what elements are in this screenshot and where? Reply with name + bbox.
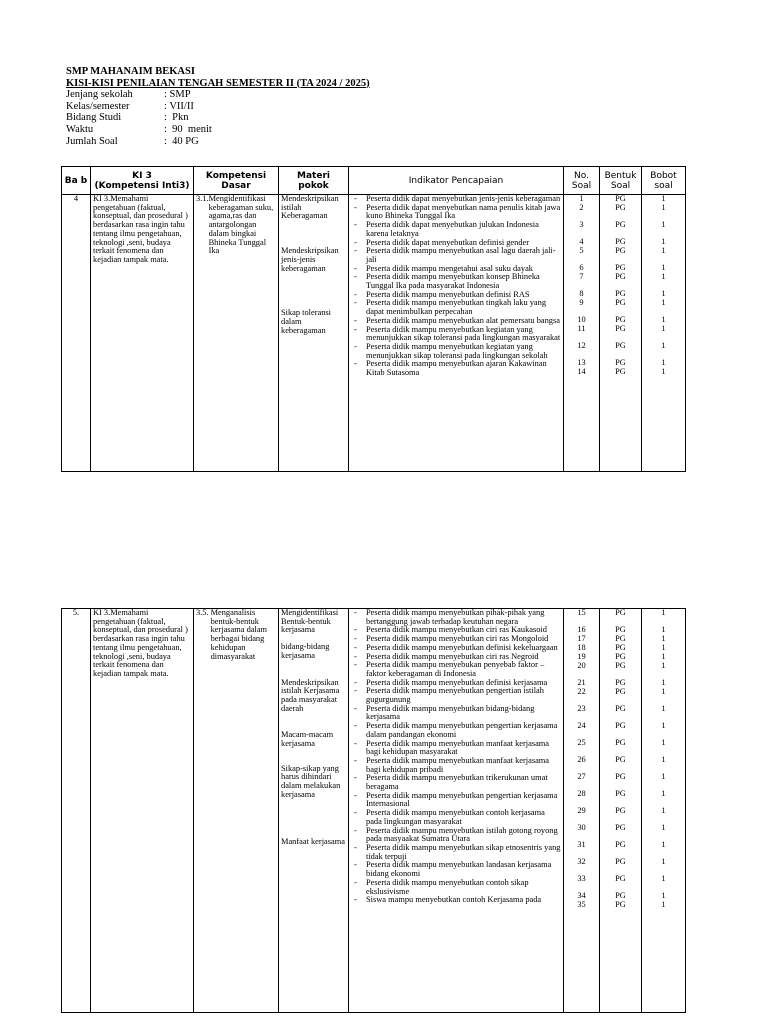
question-weight: 1: [661, 341, 666, 350]
col-header-materi: Materi pokok: [279, 167, 349, 195]
bentuk-soal-cell: [600, 195, 642, 472]
question-number: 14: [577, 367, 586, 376]
question-type: PG: [615, 721, 626, 730]
indicator-text: Peserta didik mampu menyebutkan pihak-pihak yang bertanggung jawab terhadap keutuhan negara: [366, 608, 545, 626]
question-type: PG: [615, 625, 626, 634]
question-weight: 1: [661, 755, 666, 764]
question-type: PG: [615, 643, 626, 652]
indicator-item: [351, 844, 561, 861]
indicator-item: [351, 247, 561, 264]
kd-cell: [194, 609, 279, 1013]
indicator-list: [351, 195, 561, 378]
bullet-dash: -: [354, 289, 357, 299]
question-weight: 1: [661, 823, 666, 832]
bullet-dash: -: [354, 651, 357, 661]
indicator-item: [351, 369, 561, 378]
bullet-dash: -: [354, 608, 357, 617]
question-number: 6: [579, 263, 584, 272]
question-type: PG: [615, 367, 626, 376]
indicator-text: Peserta didik mampu menyebutkan asal lagu daerah jali-jali: [366, 246, 556, 264]
indicator-item: [351, 757, 561, 774]
question-type: PG: [615, 687, 626, 696]
question-weight: 1: [661, 678, 666, 687]
materi-item: Bentuk-bentuk kerjasama: [281, 616, 331, 635]
question-type: PG: [615, 874, 626, 883]
question-type: PG: [615, 298, 626, 307]
bullet-dash: -: [354, 237, 357, 247]
bullet-dash: -: [354, 703, 357, 713]
materi-item: Mendeskripsikan istilah Keberagaman: [281, 194, 339, 221]
indicator-item: [351, 299, 561, 316]
indicator-text: Peserta didik mampu menyebutkan ciri ras Kaukasoid: [366, 625, 547, 635]
info-row-kelas: [66, 101, 370, 113]
question-weight: 1: [661, 772, 666, 781]
indicator-text: Peserta didik mampu menyebutkan ajaran Kakawinan: [366, 359, 547, 369]
question-weight: 1: [661, 900, 666, 909]
question-weight: 1: [661, 857, 666, 866]
kisi-table-2: [61, 608, 686, 1013]
question-number: 32: [577, 857, 586, 866]
question-number: 5: [579, 246, 584, 255]
materi-item: Sikap toleransi dalam keberagaman: [281, 308, 332, 335]
question-weight: 1: [661, 643, 666, 652]
document-title: KISI-KISI PENILAIAN TENGAH SEMESTER II (TA 2024 / 2025): [66, 77, 370, 89]
bullet-dash: -: [354, 324, 357, 334]
indicator-text: Peserta didik mampu menyebutkan pengertian kerjasama dalam pandangan ekonomi: [366, 721, 558, 739]
question-weight: 1: [661, 367, 666, 376]
question-weight: 1: [661, 220, 666, 229]
question-number: 12: [577, 341, 586, 350]
indicator-text: Peserta didik mampu menyebutkan bidang-bidang kerjasama: [366, 703, 535, 722]
indicator-item: [351, 273, 561, 290]
question-number: 8: [579, 289, 584, 298]
indicator-text: Peserta didik mampu menyebutkan definisi kerjasama: [366, 677, 548, 687]
question-number: 13: [577, 358, 586, 367]
question-number: 7: [579, 272, 584, 281]
question-number: 26: [577, 755, 586, 764]
indicator-text: Peserta didik mampu menyebutkan pengertian kerjasama Internasional: [366, 790, 558, 809]
bullet-dash: -: [354, 263, 357, 273]
ki-cell: KI 3.Memahami pengetahuan (faktual, konseptual, dan prosedural ) berdasarkan rasa ingin tahu tentang ilmu pengetahuan, teknologi ,seni, budaya terkait fenomena dan kejadian tampak mata.: [91, 195, 194, 472]
col-header-no: No. Soal: [564, 167, 600, 195]
indicator-text: Peserta didik mampu menyebutkan trikerukunan umat beragama: [366, 773, 548, 792]
question-number: 15: [577, 608, 586, 617]
kd-text: Mengidentifikasi keberagaman suku, agama,ras dan antargolongan dalam bingkai Bhineka Tunggal Ika: [208, 194, 274, 256]
info-value: : SMP: [164, 89, 191, 101]
question-weight: 1: [661, 652, 666, 661]
question-type: PG: [615, 246, 626, 255]
indicator-text: Peserta didik mampu menyebutkan ciri ras Mongoloid: [366, 634, 549, 644]
question-number: 25: [577, 738, 586, 747]
col-header-bobot: Bobot soal: [642, 167, 686, 195]
question-weight: 1: [661, 263, 666, 272]
materi-item: Sikap-sikap yang harus dihindari dalam melakukan kerjasama: [281, 763, 341, 799]
info-label: Jenjang sekolah: [66, 89, 133, 101]
bullet-dash: -: [354, 625, 357, 635]
bab-cell: 5.: [62, 609, 91, 1013]
indicator-text: Peserta didik mampu menyebutkan sikap etnosentris yang tidak terpuji: [366, 842, 561, 861]
info-value: : Pkn: [164, 112, 189, 124]
table-row: [62, 195, 686, 472]
question-weight: 1: [661, 704, 666, 713]
question-weight: 1: [661, 289, 666, 298]
question-weight: 1: [661, 874, 666, 883]
bullet-dash: -: [354, 808, 357, 818]
question-type: PG: [615, 789, 626, 798]
col-header-indikator: Indikator Pencapaian: [349, 167, 564, 195]
indicator-text: Peserta didik dapat menyebutkan jenis-jenis keberagaman: [366, 194, 561, 203]
question-weight: 1: [661, 661, 666, 670]
info-value: : 90 menit: [164, 123, 212, 135]
question-type: PG: [615, 634, 626, 643]
question-type: PG: [615, 891, 626, 900]
question-type: PG: [615, 755, 626, 764]
bullet-dash: -: [354, 860, 357, 870]
question-number: 9: [579, 298, 584, 307]
kd-cell: [194, 195, 279, 472]
info-label: Jumlah Soal: [66, 135, 118, 147]
question-number: 16: [577, 625, 586, 634]
table-row: [62, 609, 686, 1013]
indicator-item: [351, 204, 561, 221]
question-type: PG: [615, 220, 626, 229]
question-weight: 1: [661, 891, 666, 900]
bullet-dash: -: [354, 790, 357, 800]
bullet-dash: -: [354, 194, 357, 203]
bullet-dash: -: [354, 359, 357, 369]
bullet-dash: -: [354, 773, 357, 783]
bullet-dash: -: [354, 825, 357, 835]
ki-cell: KI 3.Memahami pengetahuan (faktual, konseptual, dan prosedural ) berdasarkan rasa ingin tahu tentang ilmu pengetahuan, teknologi ,seni, budaya terkait fenomena dan kejadian tampak mata.: [91, 609, 194, 1013]
question-number: 23: [577, 704, 586, 713]
bullet-dash: -: [354, 677, 357, 687]
info-row-jumlah: [66, 136, 370, 148]
question-type: PG: [615, 806, 626, 815]
question-type: PG: [615, 324, 626, 333]
bullet-dash: -: [354, 721, 357, 731]
question-number: 20: [577, 661, 586, 670]
indicator-list: [351, 609, 561, 905]
materi-cell: [279, 195, 349, 472]
question-weight: 1: [661, 608, 666, 617]
info-label: Kelas/semester: [66, 100, 130, 112]
col-header-bentuk: Bentuk Soal: [600, 167, 642, 195]
indicator-text: Peserta didik mampu menyebutkan pengertian istilah gugurgunung: [366, 686, 544, 705]
bullet-dash: [351, 369, 366, 378]
materi-item: Mendeskripsikan jenis-jenis keberagaman: [281, 246, 339, 273]
question-type: PG: [615, 857, 626, 866]
question-number: 3: [579, 220, 584, 229]
school-name: SMP MAHANAIM BEKASI: [66, 66, 195, 77]
indicator-text: Peserta didik mampu menyebutkan konsep Bhineka Tunggal Ika pada masyarakat Indonesia: [366, 272, 540, 291]
bentuk-soal-cell: [600, 609, 642, 1013]
question-number: 2: [579, 203, 584, 212]
indicator-item: [351, 740, 561, 757]
indicator-item: [351, 687, 561, 704]
question-type: PG: [615, 203, 626, 212]
col-header-kd: Kompetensi Dasar: [194, 167, 279, 195]
question-type: PG: [615, 652, 626, 661]
question-number: 22: [577, 687, 586, 696]
question-type: PG: [615, 900, 626, 909]
question-number: 21: [577, 678, 586, 687]
bullet-dash: -: [354, 660, 357, 670]
indicator-item: [351, 809, 561, 826]
question-weight: 1: [661, 358, 666, 367]
indicator-item: [351, 343, 561, 360]
bullet-dash: -: [354, 877, 357, 887]
bullet-dash: -: [354, 686, 357, 696]
indicator-text: Peserta didik mampu menyebutkan contoh sikap ekslusivisme: [366, 877, 529, 896]
bullet-dash: -: [354, 341, 357, 351]
bullet-dash: -: [354, 634, 357, 644]
question-type: PG: [615, 704, 626, 713]
indicator-text: Kitab Sutasoma: [366, 368, 420, 378]
indicator-item: [351, 879, 561, 896]
indicator-item: [351, 896, 561, 905]
indicator-item: [351, 609, 561, 626]
bullet-dash: -: [354, 895, 357, 905]
info-label: Bidang Studi: [66, 112, 122, 124]
indicator-text: Peserta didik mampu menyebutkan ciri ras Negroid: [366, 651, 539, 661]
indicator-text: Peserta didik dapat menyebutkan julukan Indonesia karena letaknya: [366, 220, 539, 238]
question-number: 29: [577, 806, 586, 815]
indicator-item: [351, 861, 561, 878]
indicator-text: Peserta didik mampu mengetahui asal suku dayak: [366, 263, 533, 273]
bullet-dash: -: [354, 738, 357, 748]
indicator-text: Peserta didik mampu menyebukan penyebab faktor –faktor keberagaman di Indonesia: [366, 660, 545, 678]
indicator-text: Peserta didik mampu menyebutkan definisi kekeluargaan: [366, 642, 558, 652]
info-value: : 40 PG: [164, 135, 199, 147]
bobot-soal-cell: [642, 195, 686, 472]
question-weight: 1: [661, 634, 666, 643]
question-number: 24: [577, 721, 586, 730]
col-header-ki: [91, 167, 194, 195]
question-weight: 1: [661, 203, 666, 212]
kd-text: Menganalisis bentuk-bentuk kerjasama dalam berbagai bidang kehidupan dimasyarakat: [210, 608, 268, 661]
materi-item: Macam-macam kerjasama: [281, 730, 334, 749]
question-weight: 1: [661, 840, 666, 849]
indicator-text: Peserta didik mampu menyebutkan manfaat kerjasama bagi kehidupan pribadi: [366, 755, 550, 774]
bullet-dash: -: [354, 298, 357, 308]
indicator-text: Siswa mampu menyebutkan contoh Kerjasama pada: [366, 895, 542, 905]
question-number: 19: [577, 652, 586, 661]
question-number: 33: [577, 874, 586, 883]
question-weight: 1: [661, 324, 666, 333]
indicator-item: [351, 774, 561, 791]
question-type: PG: [615, 315, 626, 324]
kisi-table-1: [61, 166, 686, 472]
indicator-text: Peserta didik mampu menyebutkan alat pemersatu bangsa: [366, 315, 560, 325]
indikator-cell: [349, 195, 564, 472]
info-label: Waktu: [66, 123, 94, 135]
table-header-row: [62, 167, 686, 195]
question-weight: 1: [661, 806, 666, 815]
question-type: PG: [615, 263, 626, 272]
indicator-item: [351, 827, 561, 844]
question-weight: 1: [661, 738, 666, 747]
kd-number: 3.1.: [196, 194, 209, 203]
question-number: 28: [577, 789, 586, 798]
question-type: PG: [615, 661, 626, 670]
question-type: PG: [615, 823, 626, 832]
indicator-item: [351, 722, 561, 739]
question-number: 18: [577, 643, 586, 652]
materi-cell: [279, 609, 349, 1013]
question-type: PG: [615, 840, 626, 849]
indicator-item: [351, 661, 561, 678]
info-row-bidang: [66, 112, 370, 124]
question-number: 11: [577, 324, 586, 333]
question-type: PG: [615, 341, 626, 350]
indicator-text: Peserta didik mampu menyebutkan kegiatan yang menunjukkan sikap toleransi pada lingkungan sekolah: [366, 341, 548, 360]
no-soal-cell: [564, 609, 600, 1013]
indicator-item: [351, 705, 561, 722]
question-weight: 1: [661, 789, 666, 798]
indicator-text: Peserta didik mampu menyebutkan definisi RAS: [366, 289, 530, 299]
bullet-dash: -: [354, 246, 357, 256]
bobot-soal-cell: [642, 609, 686, 1013]
question-number: 17: [577, 634, 586, 643]
bullet-dash: -: [354, 315, 357, 325]
bullet-dash: -: [354, 755, 357, 765]
indicator-text: Peserta didik dapat menyebutkan definisi gender: [366, 237, 530, 247]
question-weight: 1: [661, 298, 666, 307]
question-type: PG: [615, 608, 626, 617]
question-number: 4: [579, 237, 584, 246]
materi-item: Manfaat kerjasama: [281, 836, 345, 846]
question-number: 35: [577, 900, 586, 909]
question-weight: 1: [661, 625, 666, 634]
question-number: 34: [577, 891, 586, 900]
document-header: [66, 66, 370, 147]
question-type: PG: [615, 678, 626, 687]
question-number: 30: [577, 823, 586, 832]
question-type: PG: [615, 237, 626, 246]
question-number: 1: [579, 194, 584, 203]
materi-item: Mengidentifikasi: [281, 608, 339, 617]
question-type: PG: [615, 358, 626, 367]
ki-header-line2: (Kompetensi Inti3): [94, 180, 190, 191]
bullet-dash: -: [354, 642, 357, 652]
indicator-text: Peserta didik mampu menyebutkan landasan kerjasama bidang ekonomi: [366, 860, 552, 879]
question-weight: 1: [661, 315, 666, 324]
info-row-jenjang: [66, 89, 370, 101]
materi-item: Mendeskripsikan istilah Kerjasama pada masyarakat daerah: [281, 677, 340, 713]
question-weight: 1: [661, 272, 666, 281]
question-weight: 1: [661, 687, 666, 696]
indicator-text: Peserta didik mampu menyebutkan kegiatan yang menunjukkan sikap toleransi pada lingkungan masyarakat: [366, 324, 561, 343]
question-type: PG: [615, 272, 626, 281]
info-row-waktu: [66, 124, 370, 136]
indicator-item: [351, 792, 561, 809]
bab-cell: 4: [62, 195, 91, 472]
materi-item: bidang-bidang kerjasama: [281, 642, 330, 660]
question-type: PG: [615, 738, 626, 747]
question-number: 31: [577, 840, 586, 849]
indicator-item: [351, 221, 561, 238]
indikator-cell: [349, 609, 564, 1013]
indicator-item: [351, 326, 561, 343]
question-weight: 1: [661, 237, 666, 246]
info-value: : VII/II: [164, 100, 194, 112]
question-number: 10: [577, 315, 586, 324]
question-type: PG: [615, 194, 626, 203]
col-header-bab: Ba b: [62, 167, 91, 195]
indicator-text: Peserta didik mampu menyebutkan contoh kerjasama pada lingkungan masyarakat: [366, 808, 545, 826]
question-type: PG: [615, 289, 626, 298]
question-weight: 1: [661, 194, 666, 203]
indicator-text: Peserta didik dapat menyebutkan nama penulis kitab jawa kuno Bhineka Tunggal Ika: [366, 202, 561, 221]
bullet-dash: -: [354, 220, 357, 230]
bullet-dash: -: [354, 272, 357, 282]
question-weight: 1: [661, 721, 666, 730]
question-number: 27: [577, 772, 586, 781]
question-weight: 1: [661, 246, 666, 255]
indicator-text: Peserta didik mampu menyebutkan istilah gotong royong pada masyaakat Sumatra Utara: [366, 825, 558, 844]
bullet-dash: -: [354, 202, 357, 212]
indicator-text: Peserta didik mampu menyebutkan manfaat kerjasama bagi kehidupan masyarakat: [366, 738, 550, 757]
ki-header-line1: KI 3: [132, 170, 152, 181]
bullet-dash: -: [354, 842, 357, 852]
no-soal-cell: [564, 195, 600, 472]
kd-number: 3.5.: [196, 608, 209, 617]
indicator-text: Peserta didik mampu menyebutkan tingkah laku yang dapat menimbulkan perpecahan: [366, 298, 547, 317]
question-type: PG: [615, 772, 626, 781]
